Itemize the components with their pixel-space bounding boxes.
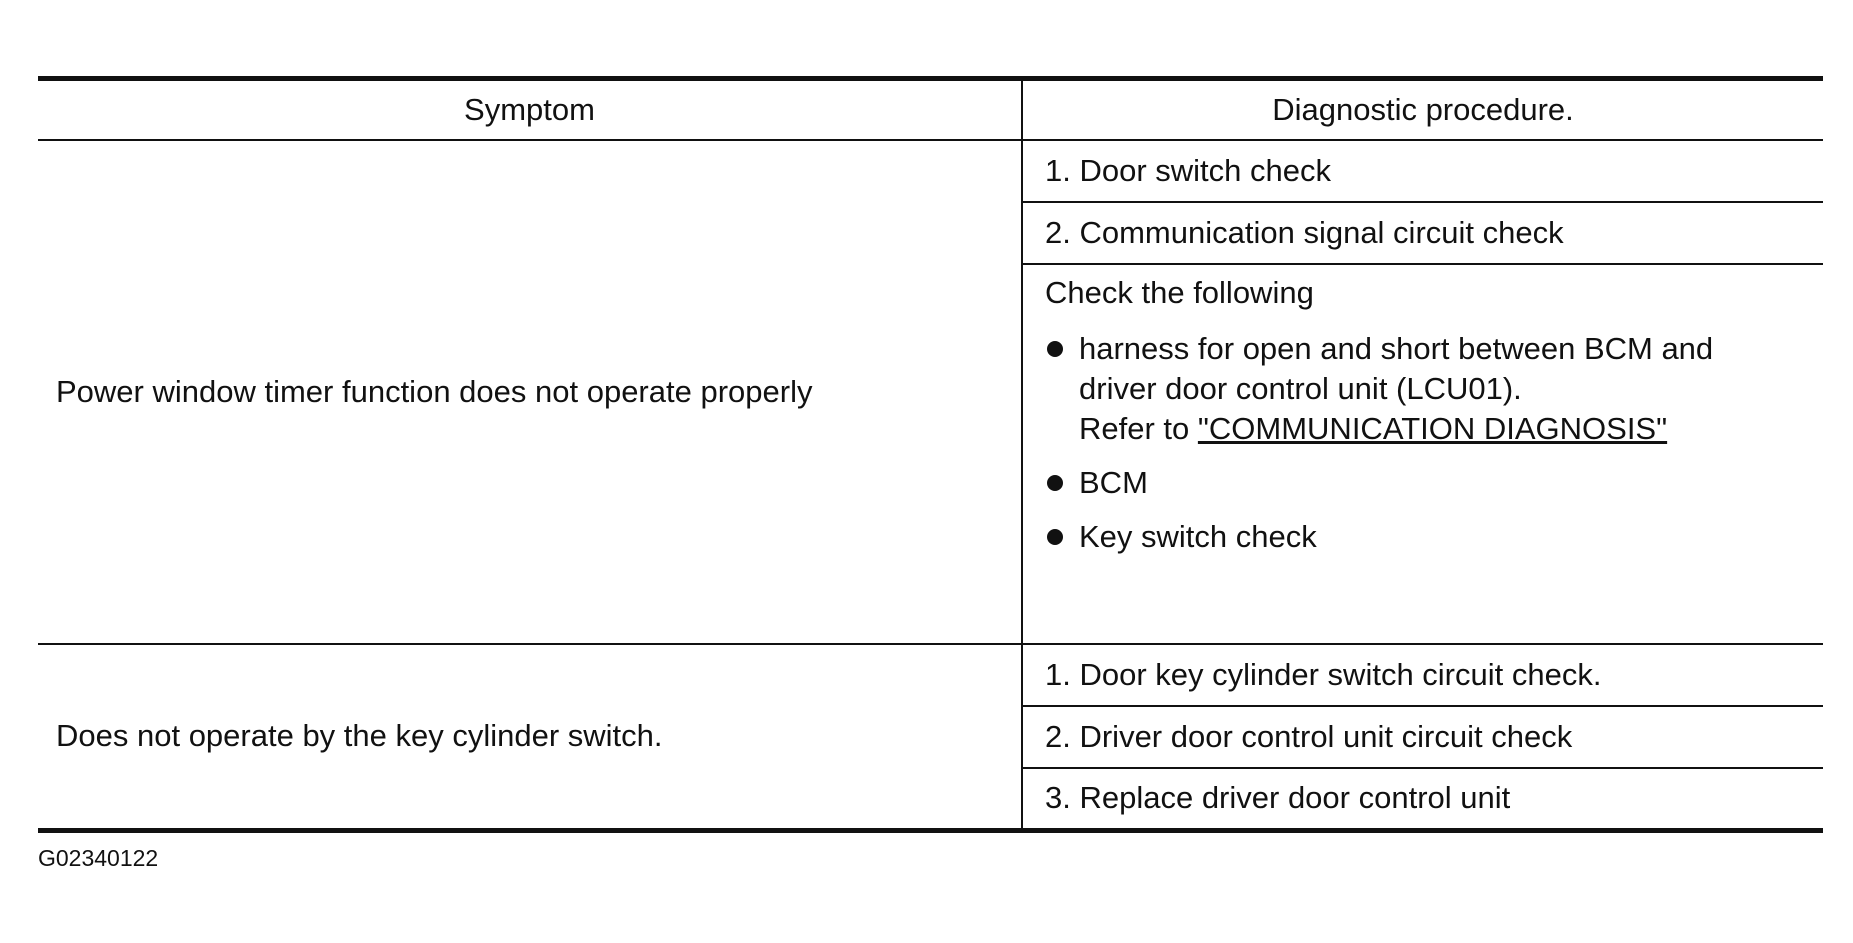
symptom-text: Does not operate by the key cylinder switch. bbox=[56, 718, 663, 754]
refer-text: Refer to bbox=[1079, 411, 1198, 446]
check-list-cell bbox=[1022, 264, 1823, 644]
list-item bbox=[1045, 329, 1823, 449]
procedure-step: 1. Door switch check bbox=[1022, 140, 1823, 202]
procedure-step: 2. Driver door control unit circuit check bbox=[1022, 706, 1823, 768]
procedure-step: 2. Communication signal circuit check bbox=[1022, 202, 1823, 264]
list-item bbox=[1045, 463, 1823, 503]
bullet-icon bbox=[1047, 529, 1063, 545]
symptom-cell bbox=[38, 140, 1022, 644]
header-symptom: Symptom bbox=[38, 79, 1022, 141]
check-item-harness-line1: harness for open and short between BCM and bbox=[1079, 331, 1714, 366]
table-row bbox=[38, 140, 1823, 202]
figure-id: G02340122 bbox=[38, 845, 159, 871]
check-list bbox=[1045, 329, 1823, 557]
bullet-icon bbox=[1047, 475, 1063, 491]
procedure-step: 3. Replace driver door control unit bbox=[1022, 768, 1823, 830]
table-header-row bbox=[38, 79, 1823, 141]
list-item bbox=[1045, 517, 1823, 557]
check-item-harness-line2: driver door control unit (LCU01). bbox=[1079, 371, 1522, 406]
procedure-step: 1. Door key cylinder switch circuit check. bbox=[1022, 644, 1823, 706]
header-procedure: Diagnostic procedure. bbox=[1022, 79, 1823, 141]
communication-diagnosis-link[interactable]: "COMMUNICATION DIAGNOSIS" bbox=[1197, 411, 1668, 446]
check-item-bcm: BCM bbox=[1079, 465, 1148, 500]
check-title: Check the following bbox=[1045, 275, 1314, 310]
check-item-key-switch: Key switch check bbox=[1079, 519, 1317, 554]
bullet-icon bbox=[1047, 341, 1063, 357]
symptom-cell bbox=[38, 644, 1022, 830]
diagnostic-table bbox=[38, 76, 1823, 833]
symptom-text: Power window timer function does not operate properly bbox=[56, 374, 813, 409]
table-row bbox=[38, 644, 1823, 706]
